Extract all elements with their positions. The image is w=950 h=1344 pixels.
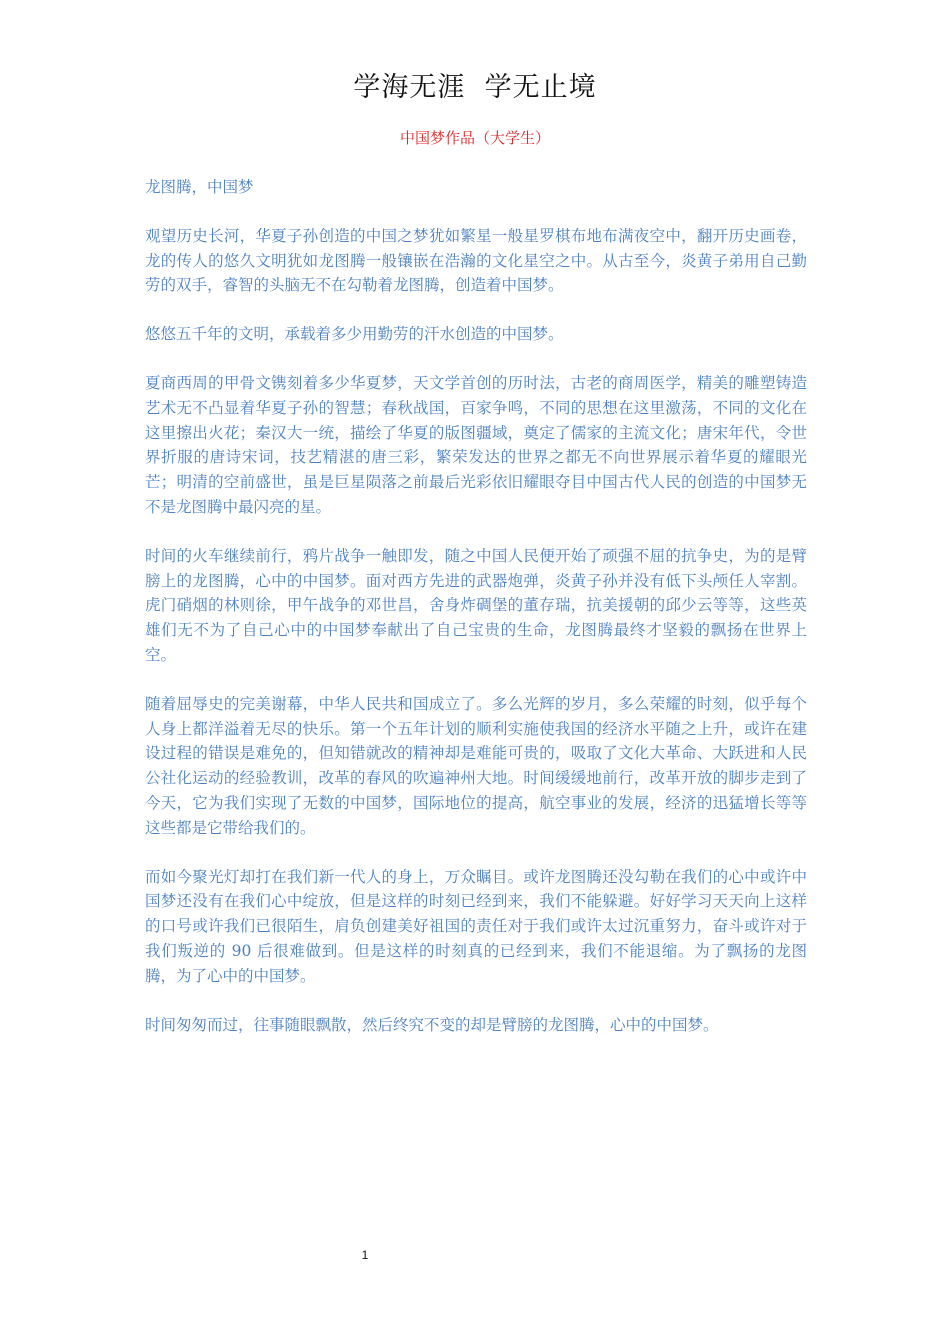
paragraph: 随着屈辱史的完美谢幕，中华人民共和国成立了。多么光辉的岁月，多么荣耀的时刻，似乎每个人身上都洋溢着无尽的快乐。第一个五年计划的顺利实施使我国的经济水平随之上升，或许在建设过程的错误是难免的，但知错就改的精神却是难能可贵的，吸取了文化大革命、大跃进和人民公社化运动的经验教训，改革的春风的吹遍神州大地。时间缓缓地前行，改革开放的脚步走到了今天，它为我们实现了无数的中国梦，国际地位的提高，航空事业的发展，经济的迅猛增长等等这些都是它带给我们的。 (145, 694, 807, 837)
paragraph: 悠悠五千年的文明，承载着多少用勤劳的汗水创造的中国梦。 (145, 325, 564, 344)
page-subtitle: 中国梦作品（大学生） (399, 129, 550, 147)
paragraph: 夏商西周的甲骨文镌刻着多少华夏梦，天文学首创的历时法，古老的商周医学，精美的雕塑铸造艺术无不凸显着华夏子孙的智慧；春秋战国，百家争鸣，不同的思想在这里激荡，不同的文化在这里擦出火花；秦汉大一统，描绘了华夏的版图疆域，奠定了儒家的主流文化；唐宋年代，令世界折服的唐诗宋词，技艺精湛的唐三彩，繁荣发达的世界之都无不向世界展示着华夏的耀眼光芒；明清的空前盛世，虽是巨星陨落之前最后光彩依旧耀眼夺目中国古代人民的创造的中国梦无不是龙图腾中最闪亮的星。 (145, 373, 807, 516)
paragraph: 而如今聚光灯却打在我们新一代人的身上，万众瞩目。或许龙图腾还没勾勒在我们的心中或许中国梦还没有在我们心中绽放，但是这样的时刻已经到来，我们不能躲避。好好学习天天向上这样的口号或许我们已很陌生，肩负创建美好祖国的责任对于我们或许太过沉重努力，奋斗或许对于我们叛逆的 90 后很难做到。但是这样的时刻真的已经到来，我们不能退缩。为了飘扬的龙图腾，为了心中的中国梦。 (145, 867, 807, 985)
paragraph: 时间的火车继续前行，鸦片战争一触即发，随之中国人民便开始了顽强不屈的抗争史，为的是臂膀上的龙图腾，心中的中国梦。面对西方先进的武器炮弹，炎黄子孙并没有低下头颅任人宰割。虎门硝烟的林则徐，甲午战争的邓世昌，舍身炸碉堡的董存瑞，抗美援朝的邱少云等等，这些英雄们无不为了自己心中的中国梦奉献出了自己宝贵的生命，龙图腾最终才坚毅的飘扬在世界上空。 (145, 546, 807, 664)
essay-body (145, 175, 807, 1061)
paragraph-heading: 龙图腾，中国梦 (145, 178, 254, 196)
page-number: 1 (361, 1248, 369, 1262)
paragraph: 时间匆匆而过，往事随眼飘散，然后终究不变的却是臂膀的龙图腾，心中的中国梦。 (145, 1015, 719, 1034)
paragraph: 观望历史长河，华夏子孙创造的中国之梦犹如繁星一般星罗棋布地布满夜空中，翻开历史画卷，龙的传人的悠久文明犹如龙图腾一般镶嵌在浩瀚的文化星空之中。从古至今，炎黄子弟用自己勤劳的双手，睿智的头脑无不在勾勒着龙图腾，创造着中国梦。 (145, 226, 807, 295)
page-title: 学海无涯 学无止境 (353, 72, 597, 103)
